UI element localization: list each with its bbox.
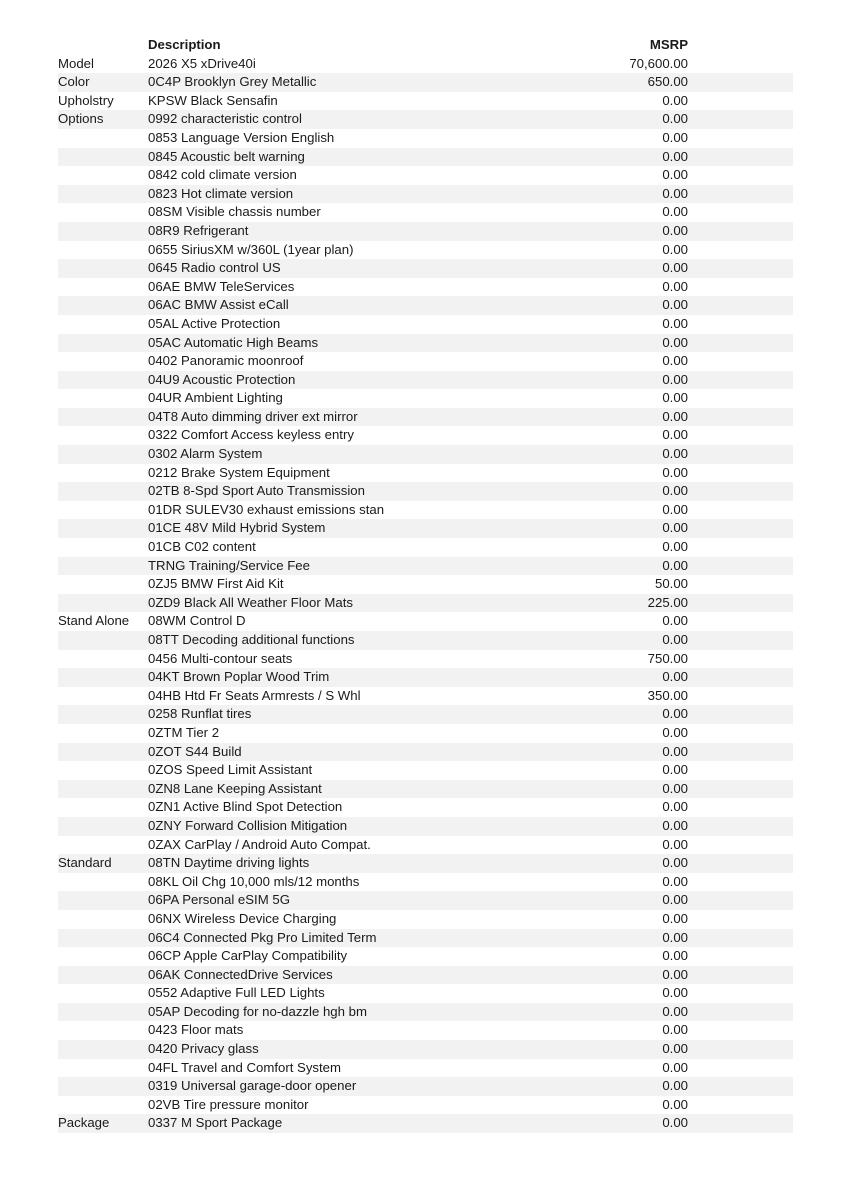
row-description: 0992 characteristic control [148,110,568,129]
row-spacer [688,389,793,408]
row-description: 01DR SULEV30 exhaust emissions stan [148,501,385,517]
row-group-label [58,1021,148,1040]
table-row [58,426,793,445]
row-msrp: 0.00 [568,743,688,762]
row-description: 08KL Oil Chg 10,000 mls/12 months [148,873,360,889]
row-msrp: 0.00 [568,371,688,390]
row-msrp: 0.00 [568,1003,688,1022]
row-description: 05AP Decoding for no-dazzle hgh bm [148,1003,568,1022]
row-msrp: 350.00 [647,687,688,703]
row-spacer [688,315,793,334]
row-msrp: 0.00 [568,482,688,501]
row-spacer [688,705,793,724]
row-group-label: Color [58,73,148,92]
table-row [58,631,793,650]
row-group-label [58,445,148,464]
row-description: 0319 Universal garage-door opener [148,1077,568,1096]
row-group-label [58,241,148,260]
row-group-label [58,464,148,483]
table-row [58,910,793,929]
row-msrp: 0.00 [662,315,688,331]
table-row [58,501,793,520]
row-description: 0ZJ5 BMW First Aid Kit [148,576,284,592]
row-spacer [688,148,793,167]
row-spacer [688,873,793,892]
table-row [58,389,793,408]
row-group-label [58,873,148,892]
table-row [58,371,793,390]
row-description: 02TB 8-Spd Sport Auto Transmission [148,482,568,501]
row-description: 0552 Adaptive Full LED Lights [148,985,325,1001]
row-description: 04UR Ambient Lighting [148,390,283,406]
row-description: 0ZN1 Active Blind Spot Detection [148,799,343,815]
row-spacer [688,278,793,297]
table-row [58,185,793,204]
row-msrp: 0.00 [662,1096,688,1112]
table-row [58,891,793,910]
table-row [58,538,793,557]
row-description: 08WM Control D [148,613,246,629]
row-msrp: 650.00 [568,73,688,92]
row-spacer [688,519,793,538]
row-group-label [58,1096,148,1115]
row-msrp: 0.00 [662,129,688,145]
row-spacer [688,910,793,929]
table-row [58,1114,793,1133]
table-row [58,1059,793,1078]
table-row [58,873,793,892]
row-spacer [688,445,793,464]
row-spacer [688,891,793,910]
row-spacer [688,222,793,241]
table-row [58,724,793,743]
row-msrp: 0.00 [568,929,688,948]
row-group-label [58,687,148,706]
column-header-description: Description [148,37,221,52]
row-msrp: 0.00 [568,1114,688,1133]
table-row [58,594,793,613]
table-row [58,966,793,985]
row-group-label: Package [58,1114,148,1133]
row-spacer [688,557,793,576]
table-row [58,519,793,538]
row-msrp: 0.00 [662,204,688,220]
table-row [58,241,793,260]
row-description: 0402 Panoramic moonroof [148,353,304,369]
table-row [58,296,793,315]
row-description: 0ZTM Tier 2 [148,724,220,740]
row-group-label [58,780,148,799]
row-msrp: 0.00 [662,390,688,406]
row-group-label [58,203,148,222]
row-description: 06AK ConnectedDrive Services [148,966,568,985]
row-spacer [688,166,793,185]
table-row [58,984,793,1003]
row-spacer [688,1021,793,1040]
row-spacer [688,334,793,353]
row-spacer [688,798,793,817]
table-row [58,761,793,780]
table-row [58,73,793,92]
row-msrp: 0.00 [568,110,688,129]
table-row [58,705,793,724]
row-spacer [688,966,793,985]
row-spacer [688,464,793,483]
row-spacer [688,1114,793,1133]
table-row [58,315,793,334]
row-msrp: 0.00 [568,296,688,315]
row-group-label [58,538,148,557]
row-spacer [688,687,793,706]
row-spacer [688,984,793,1003]
row-description: 06C4 Connected Pkg Pro Limited Term [148,929,568,948]
row-spacer [688,575,793,594]
row-description: 08TN Daytime driving lights [148,854,568,873]
row-group-label [58,650,148,669]
row-description: 0C4P Brooklyn Grey Metallic [148,73,568,92]
table-header [58,36,793,55]
table-row [58,110,793,129]
table-row [58,817,793,836]
vehicle-spec-table [58,36,793,1133]
row-spacer [688,408,793,427]
row-group-label [58,891,148,910]
row-group-label [58,296,148,315]
row-msrp: 0.00 [662,762,688,778]
row-description: 0212 Brake System Equipment [148,464,330,480]
table-row [58,947,793,966]
row-msrp: 0.00 [568,148,688,167]
row-msrp: 0.00 [662,873,688,889]
row-spacer [688,612,793,631]
row-msrp: 0.00 [568,780,688,799]
row-description: 0456 Multi-contour seats [148,650,293,666]
row-msrp: 750.00 [647,650,688,666]
table-header-row [58,36,793,55]
table-row [58,836,793,855]
row-spacer [688,594,793,613]
row-msrp: 70,600.00 [629,55,688,71]
table-row [58,129,793,148]
row-spacer [688,129,793,148]
row-msrp: 0.00 [662,948,688,964]
table-row [58,445,793,464]
table-row [58,222,793,241]
row-description: 04KT Brown Poplar Wood Trim [148,668,568,687]
row-description: 0842 cold climate version [148,167,297,183]
row-msrp: 0.00 [568,705,688,724]
row-msrp: 0.00 [662,353,688,369]
column-header-msrp: MSRP [649,37,688,52]
table-row [58,687,793,706]
table-row [58,650,793,669]
row-description: 06AE BMW TeleServices [148,278,295,294]
row-spacer [688,1096,793,1115]
row-group-label [58,482,148,501]
row-msrp: 0.00 [662,464,688,480]
table-row [58,1077,793,1096]
row-msrp: 0.00 [662,92,688,108]
row-group-label [58,185,148,204]
table-row [58,482,793,501]
row-spacer [688,55,793,74]
row-msrp: 0.00 [662,539,688,555]
table-row [58,798,793,817]
table-row [58,464,793,483]
row-group-label [58,743,148,762]
row-msrp: 0.00 [568,631,688,650]
row-spacer [688,501,793,520]
table-row [58,334,793,353]
row-group-label [58,334,148,353]
table-row [58,575,793,594]
row-group-label [58,1040,148,1059]
row-description: 0655 SiriusXM w/360L (1year plan) [148,241,354,257]
row-description: 0322 Comfort Access keyless entry [148,427,354,443]
row-group-label [58,798,148,817]
row-description: 04T8 Auto dimming driver ext mirror [148,408,568,427]
row-group-label [58,705,148,724]
row-description: KPSW Black Sensafin [148,92,278,108]
table-row [58,557,793,576]
row-spacer [688,1059,793,1078]
row-msrp: 0.00 [568,519,688,538]
row-group-label [58,1059,148,1078]
row-msrp: 0.00 [662,799,688,815]
row-spacer [688,761,793,780]
table-row [58,1040,793,1059]
row-group-label [58,166,148,185]
row-group-label: Model [58,55,94,71]
row-description: 08TT Decoding additional functions [148,631,568,650]
row-msrp: 0.00 [662,241,688,257]
row-msrp: 0.00 [568,817,688,836]
row-description: 05AL Active Protection [148,315,281,331]
row-spacer [688,426,793,445]
row-spacer [688,73,793,92]
row-description: 06CP Apple CarPlay Compatibility [148,948,348,964]
row-group-label [58,1077,148,1096]
row-spacer [688,241,793,260]
row-description: 01CE 48V Mild Hybrid System [148,519,568,538]
row-group-label [58,724,148,743]
row-msrp: 0.00 [568,185,688,204]
row-group-label [58,817,148,836]
row-spacer [688,185,793,204]
row-spacer [688,817,793,836]
table-row [58,352,793,371]
row-msrp: 0.00 [662,985,688,1001]
row-description: 01CB C02 content [148,539,256,555]
row-description: 0645 Radio control US [148,259,568,278]
row-msrp: 0.00 [568,222,688,241]
row-group-label [58,575,148,594]
row-description: 04U9 Acoustic Protection [148,371,568,390]
row-spacer [688,947,793,966]
row-spacer [688,1040,793,1059]
row-group-label [58,408,148,427]
row-msrp: 0.00 [662,427,688,443]
row-description: 0ZD9 Black All Weather Floor Mats [148,594,568,613]
row-spacer [688,780,793,799]
row-spacer [688,929,793,948]
row-description: 08R9 Refrigerant [148,222,568,241]
row-spacer [688,743,793,762]
row-msrp: 0.00 [662,167,688,183]
row-msrp: 0.00 [568,445,688,464]
row-group-label [58,631,148,650]
row-description: 0823 Hot climate version [148,185,568,204]
row-msrp: 0.00 [568,1040,688,1059]
row-group-label [58,426,148,445]
row-description: 0337 M Sport Package [148,1114,568,1133]
row-description: TRNG Training/Service Fee [148,557,568,576]
table-row [58,92,793,111]
row-description: 04HB Htd Fr Seats Armrests / S Whl [148,687,361,703]
row-group-label: Standard [58,854,148,873]
table-row [58,1003,793,1022]
row-group-label: Upholstry [58,92,114,108]
row-description: 0302 Alarm System [148,445,568,464]
row-group-label [58,519,148,538]
row-spacer [688,668,793,687]
row-msrp: 0.00 [662,1059,688,1075]
row-description: 0258 Runflat tires [148,705,568,724]
table-row [58,278,793,297]
row-msrp: 0.00 [568,668,688,687]
row-msrp: 50.00 [654,576,688,592]
table-row [58,148,793,167]
row-description: 0ZOS Speed Limit Assistant [148,762,313,778]
row-msrp: 0.00 [662,1022,688,1038]
row-group-label: Options [58,110,148,129]
row-spacer [688,724,793,743]
row-group-label [58,557,148,576]
table-row [58,854,793,873]
row-group-label [58,501,148,520]
row-description: 06AC BMW Assist eCall [148,296,568,315]
table-row [58,203,793,222]
table-row [58,743,793,762]
table-body [58,55,793,1133]
row-spacer [688,631,793,650]
table-row [58,1021,793,1040]
row-group-label [58,259,148,278]
row-msrp: 0.00 [568,966,688,985]
row-group-label [58,1003,148,1022]
row-description: 0423 Floor mats [148,1022,244,1038]
row-group-label [58,148,148,167]
row-spacer [688,203,793,222]
row-spacer [688,854,793,873]
row-description: 0ZN8 Lane Keeping Assistant [148,780,568,799]
row-group-label [58,371,148,390]
row-msrp: 0.00 [568,334,688,353]
row-group-label [58,222,148,241]
row-msrp: 0.00 [568,557,688,576]
row-spacer [688,259,793,278]
row-spacer [688,371,793,390]
row-spacer [688,836,793,855]
table-row [58,408,793,427]
row-msrp: 0.00 [568,408,688,427]
column-header-spacer [688,36,793,55]
table-row [58,668,793,687]
row-description: 0845 Acoustic belt warning [148,148,568,167]
row-spacer [688,1003,793,1022]
row-group-label [58,594,148,613]
row-group-label [58,761,148,780]
table-row [58,166,793,185]
table-row [58,259,793,278]
row-group-label [58,278,148,297]
table-row [58,929,793,948]
row-group-label [58,315,148,334]
row-description: 0853 Language Version English [148,129,335,145]
row-msrp: 0.00 [662,910,688,926]
row-msrp: 0.00 [662,501,688,517]
row-spacer [688,1077,793,1096]
row-description: 05AC Automatic High Beams [148,334,568,353]
row-msrp: 0.00 [662,613,688,629]
row-msrp: 0.00 [568,259,688,278]
row-description: 04FL Travel and Comfort System [148,1059,342,1075]
row-spacer [688,538,793,557]
row-group-label [58,947,148,966]
row-description: 0ZNY Forward Collision Mitigation [148,817,568,836]
table-row [58,1096,793,1115]
table-row [58,612,793,631]
table-row [58,55,793,74]
row-spacer [688,296,793,315]
row-description: 08SM Visible chassis number [148,204,321,220]
row-spacer [688,650,793,669]
table-row [58,780,793,799]
row-group-label [58,668,148,687]
column-header-group [58,36,148,55]
row-group-label [58,929,148,948]
row-group-label [58,910,148,929]
row-msrp: 0.00 [568,891,688,910]
row-group-label [58,389,148,408]
row-group-label [58,984,148,1003]
row-msrp: 0.00 [662,278,688,294]
row-group-label [58,836,148,855]
row-spacer [688,110,793,129]
row-spacer [688,352,793,371]
row-group-label: Stand Alone [58,613,130,629]
row-msrp: 0.00 [662,836,688,852]
row-spacer [688,92,793,111]
row-msrp: 0.00 [568,854,688,873]
row-group-label [58,352,148,371]
row-description: 06NX Wireless Device Charging [148,910,337,926]
row-group-label [58,129,148,148]
row-msrp: 0.00 [662,724,688,740]
row-spacer [688,482,793,501]
row-description: 06PA Personal eSIM 5G [148,891,568,910]
row-description: 0ZOT S44 Build [148,743,568,762]
row-msrp: 0.00 [568,1077,688,1096]
row-description: 02VB Tire pressure monitor [148,1096,309,1112]
row-description: 0420 Privacy glass [148,1040,568,1059]
row-group-label [58,966,148,985]
row-description: 2026 X5 xDrive40i [148,55,256,71]
row-description: 0ZAX CarPlay / Android Auto Compat. [148,836,371,852]
row-msrp: 225.00 [568,594,688,613]
